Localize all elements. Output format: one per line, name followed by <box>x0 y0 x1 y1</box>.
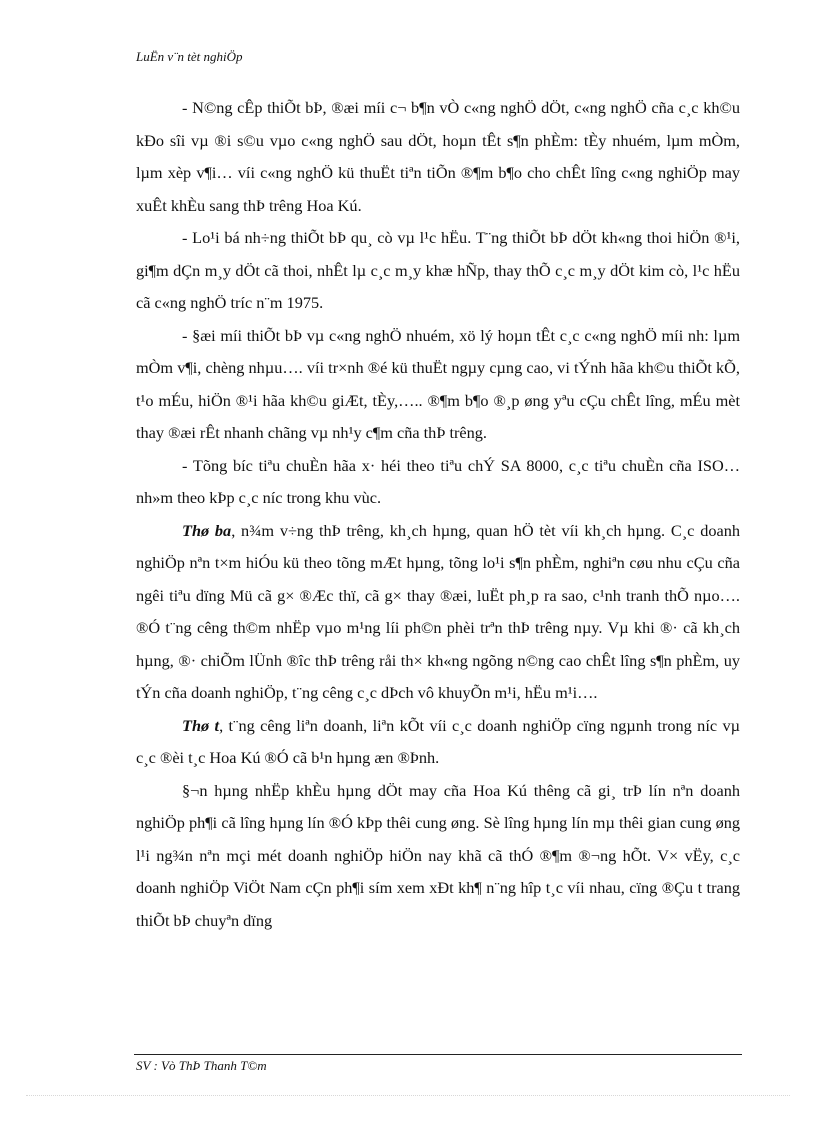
paragraph-1 <box>136 92 740 222</box>
paragraph-text: - Lo¹i bá nh÷ng thiÕt bÞ qu¸ cò vµ l¹c hËu. T¨ng thiÕt bÞ dÖt kh«ng thoi hiÖn ®¹i, gi¶m dÇn m¸y dÖt cã thoi, nhÊt lµ c¸c m¸y khæ hÑp, thay thÕ c¸c m¸y dÖt kim cò, l¹c hËu cã c«ng nghÖ tríc n¨m 1975. <box>136 228 740 312</box>
paragraph-2 <box>136 222 740 320</box>
paragraph-text: , n¾m v÷ng thÞ trêng, kh¸ch hµng, quan hÖ tèt víi kh¸ch hµng. C¸c doanh nghiÖp nªn t×m hiÓu kü theo tõng mÆt hµng, tõng lo¹i s¶n phÈm, nghiªn cøu nhu cÇu cña ngêi tiªu dïng Mü cã g× ®Æc thï, cã g× thay ®æi, luËt ph¸p ra sao, c¹nh tranh thÕ nµo…. ®Ó t¨ng cêng th©m nhËp vµo m¹ng líi ph©n phèi trªn thÞ trêng nµy. Vµ khi ®· cã kh¸ch hµng, ®· chiÕm lÜnh ®îc thÞ trêng råi th× kh«ng ngõng n©ng cao chÊt lîng s¶n phÈm, uy tÝn cña doanh nghiÖp, t¨ng cêng c¸c dÞch vô khuyÕn m¹i, hËu m¹i…. <box>136 520 740 702</box>
body-text <box>136 92 740 937</box>
page-header: LuËn v¨n tèt nghiÖp <box>136 49 243 64</box>
paragraph-text: - N©ng cÊp thiÕt bÞ, ®æi míi c¬ b¶n vÒ c«ng nghÖ dÖt, c«ng nghÖ cña c¸c kh©u kÐo sîi vµ ®i s©u vµo c«ng nghÖ sau dÖt, hoµn tÊt s¶n phÈm: tÈy nhuém, lµm mÒm, lµm xèp v¶i… víi c«ng nghÖ kü thuËt tiªn tiÕn ®¶m b¶o cho chÊt lîng c«ng nghiÖp may xuÊt khÈu sang thÞ trêng Hoa Kú. <box>136 98 740 215</box>
page-footer: SV : Vò ThÞ Thanh T©m <box>136 1058 267 1073</box>
page-edge-divider <box>26 1095 790 1096</box>
paragraph-lead: Thø t <box>182 715 220 735</box>
paragraph-5 <box>136 515 740 710</box>
paragraph-3 <box>136 320 740 450</box>
paragraph-text: - §æi míi thiÕt bÞ vµ c«ng nghÖ nhuém, xö lý hoµn tÊt c¸c c«ng nghÖ míi nh: lµm mÒm v¶i, chèng nhµu…. víi tr×nh ®é kü thuËt ngµy cµng cao, vi tÝnh hãa kh©u thiÕt kÕ, t¹o mÉu, hiÖn ®¹i hãa kh©u giÆt, tÈy,….. ®¶m b¶o ®¸p øng yªu cÇu chÊt lîng, mÉu mèt thay ®æi rÊt nhanh chãng vµ nh¹y c¶m cña thÞ trêng. <box>136 325 740 442</box>
paragraph-7 <box>136 775 740 938</box>
paragraph-text: - Tõng bíc tiªu chuÈn hãa x· héi theo tiªu chÝ SA 8000, c¸c tiªu chuÈn cña ISO… nh»m theo kÞp c¸c níc trong khu vùc. <box>136 455 740 507</box>
footer-divider <box>134 1054 742 1055</box>
paragraph-lead: Thø ba <box>182 520 232 540</box>
paragraph-6 <box>136 710 740 775</box>
paragraph-text: , t¨ng cêng liªn doanh, liªn kÕt víi c¸c doanh nghiÖp cïng ngµnh trong níc vµ c¸c ®èi t¸c Hoa Kú ®Ó cã b¹n hµng æn ®Þnh. <box>136 715 740 767</box>
paragraph-text: §¬n hµng nhËp khÈu hµng dÖt may cña Hoa Kú thêng cã gi¸ trÞ lín nªn doanh nghiÖp ph¶i cã lîng hµng lín ®Ó kÞp thêi cung øng. Sè lîng hµng lín mµ thêi gian cung øng l¹i ng¾n nªn mçi mét doanh nghiÖp hiÖn nay khã cã thÓ ®¶m ®¬ng hÕt. V× vËy, c¸c doanh nghiÖp ViÖt Nam cÇn ph¶i sím xem xÐt kh¶ n¨ng hîp t¸c víi nhau, cïng ®Çu t trang thiÕt bÞ chuyªn dïng <box>136 780 740 930</box>
paragraph-4 <box>136 450 740 515</box>
